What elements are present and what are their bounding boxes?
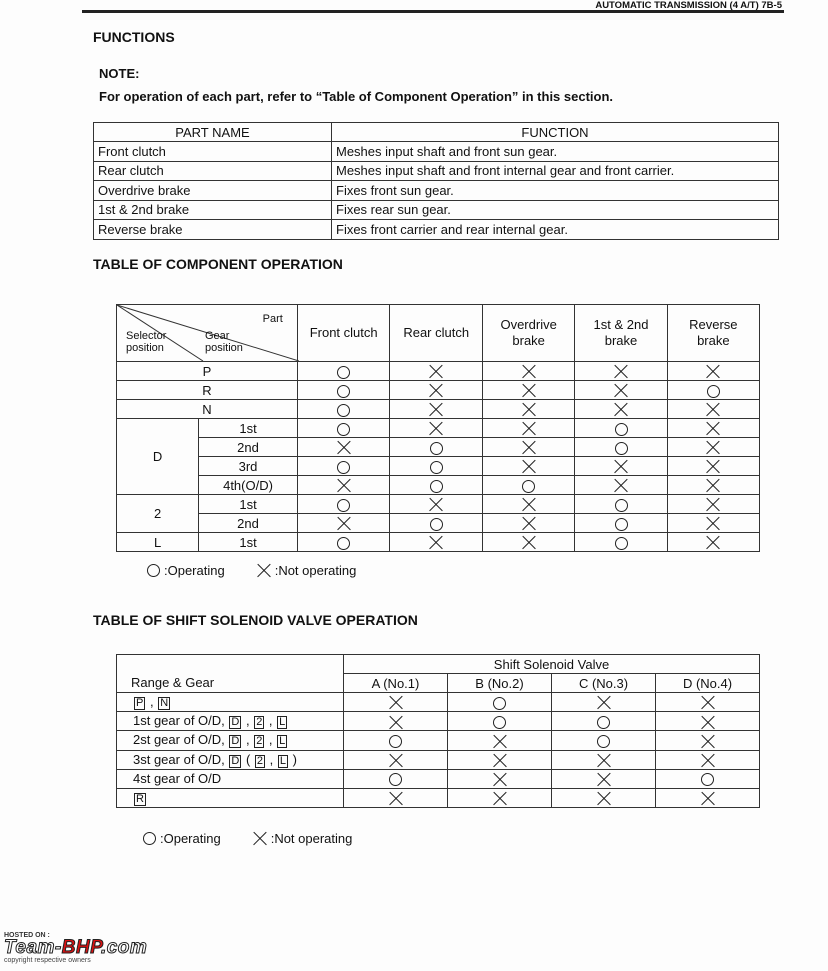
range-key: P xyxy=(136,697,144,710)
part-name-cell: Reverse brake xyxy=(94,220,332,240)
operating-circle-icon xyxy=(143,832,156,845)
state-cell xyxy=(667,400,759,419)
not-operating-x-icon xyxy=(522,384,536,398)
component-col-header: Front clutch xyxy=(297,305,390,362)
state-cell xyxy=(448,731,552,750)
range-key: N xyxy=(160,697,169,710)
range-key: 2 xyxy=(256,716,263,729)
table-row xyxy=(94,220,779,240)
state-cell xyxy=(656,769,760,788)
state-cell xyxy=(297,476,390,495)
not-operating-x-icon xyxy=(522,460,536,474)
not-operating-x-icon xyxy=(429,384,443,398)
not-operating-x-icon xyxy=(597,792,611,806)
range-key: D xyxy=(231,735,240,748)
col-part-name: PART NAME xyxy=(94,123,332,142)
table-row xyxy=(94,181,779,201)
not-operating-x-icon xyxy=(389,696,403,710)
not-operating-x-icon xyxy=(706,441,720,455)
state-cell xyxy=(656,788,760,807)
not-operating-x-icon xyxy=(614,384,628,398)
solenoid-col-header: D (No.4) xyxy=(656,674,760,693)
not-operating-x-icon xyxy=(257,564,271,578)
range-key: L xyxy=(279,716,286,729)
operating-circle-icon xyxy=(615,423,628,436)
function-cell: Fixes front sun gear. xyxy=(332,181,779,201)
range-text: 2st gear of O/D, xyxy=(133,732,225,748)
not-operating-x-icon xyxy=(614,403,628,417)
state-cell xyxy=(667,533,759,552)
range-gear-header: Range & Gear xyxy=(117,655,344,693)
operating-circle-icon xyxy=(337,499,350,512)
operating-circle-icon xyxy=(615,499,628,512)
function-cell: Fixes front carrier and rear internal gear. xyxy=(332,220,779,240)
state-cell xyxy=(552,788,656,807)
state-cell xyxy=(667,381,759,400)
state-cell xyxy=(575,438,667,457)
operating-circle-icon xyxy=(493,697,506,710)
state-cell xyxy=(667,495,759,514)
table-row xyxy=(117,381,760,400)
table-row xyxy=(94,161,779,181)
state-cell xyxy=(482,419,574,438)
range-key: L xyxy=(279,754,286,767)
selector-cell: R xyxy=(117,381,298,400)
operating-circle-icon xyxy=(337,404,350,417)
part-name-cell: Overdrive brake xyxy=(94,181,332,201)
table-row xyxy=(117,693,760,712)
not-operating-x-icon xyxy=(522,403,536,417)
col-function: FUNCTION xyxy=(332,123,779,142)
corner-selector-label: Selector position xyxy=(126,330,167,354)
solenoid-col-header: A (No.1) xyxy=(344,674,448,693)
solenoid-table xyxy=(116,654,760,808)
range-key: L xyxy=(279,735,286,748)
state-cell xyxy=(575,533,667,552)
operating-circle-icon xyxy=(522,480,535,493)
state-cell xyxy=(344,693,448,712)
operating-circle-icon xyxy=(389,773,402,786)
not-operating-x-icon xyxy=(429,422,443,436)
legend-operating: :Operating xyxy=(160,831,221,846)
state-cell xyxy=(344,769,448,788)
range-key: D xyxy=(231,754,240,767)
table-row xyxy=(117,457,760,476)
watermark-hosted: HOSTED ON : xyxy=(4,932,50,939)
not-operating-x-icon xyxy=(493,734,507,748)
gear-cell: 2nd xyxy=(199,438,298,457)
component-col-header: Rear clutch xyxy=(390,305,483,362)
state-cell xyxy=(297,514,390,533)
range-text: 3st gear of O/D, xyxy=(133,751,225,767)
table-row xyxy=(117,788,760,807)
gear-cell: 4th(O/D) xyxy=(199,476,298,495)
operating-circle-icon xyxy=(430,518,443,531)
state-cell xyxy=(390,400,483,419)
gear-cell: 2nd xyxy=(199,514,298,533)
not-operating-x-icon xyxy=(493,792,507,806)
operating-circle-icon xyxy=(337,366,350,379)
state-cell xyxy=(390,457,483,476)
solenoid-col-header: B (No.2) xyxy=(448,674,552,693)
state-cell xyxy=(482,381,574,400)
table-row xyxy=(117,769,760,788)
gear-cell: 1st xyxy=(199,533,298,552)
table-row xyxy=(117,731,760,750)
state-cell xyxy=(575,362,667,381)
state-cell xyxy=(390,495,483,514)
state-cell xyxy=(297,362,390,381)
legend-operating: :Operating xyxy=(164,563,225,578)
operating-circle-icon xyxy=(615,537,628,550)
state-cell xyxy=(552,731,656,750)
functions-table xyxy=(93,122,779,240)
range-text: 4st gear of O/D xyxy=(133,771,222,787)
watermark xyxy=(4,932,147,964)
state-cell xyxy=(667,514,759,533)
legend-not-operating: :Not operating xyxy=(270,831,353,846)
state-cell xyxy=(344,788,448,807)
state-cell xyxy=(390,381,483,400)
state-cell xyxy=(667,476,759,495)
range-key: R xyxy=(136,793,144,806)
state-cell xyxy=(575,457,667,476)
table-row xyxy=(117,514,760,533)
state-cell xyxy=(448,693,552,712)
range-text: 1st gear of O/D, xyxy=(133,713,225,729)
solenoid-legend xyxy=(143,831,352,846)
not-operating-x-icon xyxy=(522,498,536,512)
state-cell xyxy=(575,495,667,514)
not-operating-x-icon xyxy=(429,403,443,417)
not-operating-x-icon xyxy=(337,479,351,493)
range-key: 2 xyxy=(256,754,264,767)
state-cell xyxy=(656,731,760,750)
state-cell xyxy=(656,693,760,712)
table-row xyxy=(117,476,760,495)
state-cell xyxy=(344,750,448,769)
state-cell xyxy=(656,750,760,769)
operating-circle-icon xyxy=(337,537,350,550)
state-cell xyxy=(482,400,574,419)
state-cell xyxy=(667,419,759,438)
state-cell xyxy=(297,533,390,552)
part-name-cell: 1st & 2nd brake xyxy=(94,200,332,220)
operating-circle-icon xyxy=(430,461,443,474)
operating-circle-icon xyxy=(389,735,402,748)
solenoid-group-header: Shift Solenoid Valve xyxy=(344,655,760,674)
state-cell xyxy=(297,438,390,457)
functions-heading: FUNCTIONS xyxy=(93,29,175,45)
state-cell xyxy=(448,712,552,731)
range-key: 2 xyxy=(256,735,263,748)
state-cell xyxy=(552,693,656,712)
not-operating-x-icon xyxy=(597,696,611,710)
not-operating-x-icon xyxy=(614,479,628,493)
table-row xyxy=(117,362,760,381)
state-cell xyxy=(482,514,574,533)
component-table xyxy=(116,304,760,552)
corner-part-label: Part xyxy=(262,313,283,325)
state-cell xyxy=(552,750,656,769)
operating-circle-icon xyxy=(701,773,714,786)
function-cell: Meshes input shaft and front internal gear and front carrier. xyxy=(332,161,779,181)
state-cell xyxy=(667,438,759,457)
state-cell xyxy=(552,712,656,731)
function-cell: Fixes rear sun gear. xyxy=(332,200,779,220)
not-operating-x-icon xyxy=(597,773,611,787)
operating-circle-icon xyxy=(493,716,506,729)
not-operating-x-icon xyxy=(253,832,267,846)
not-operating-x-icon xyxy=(614,460,628,474)
gear-cell: 3rd xyxy=(199,457,298,476)
state-cell xyxy=(482,457,574,476)
solenoid-col-header: C (No.3) xyxy=(552,674,656,693)
table-row xyxy=(117,712,760,731)
legend-not-operating: :Not operating xyxy=(274,563,357,578)
not-operating-x-icon xyxy=(701,792,715,806)
operating-circle-icon xyxy=(707,385,720,398)
range-gear-cell: P , N xyxy=(117,693,344,712)
operating-circle-icon xyxy=(147,564,160,577)
state-cell xyxy=(344,712,448,731)
selector-cell: N xyxy=(117,400,298,419)
range-gear-cell xyxy=(117,769,344,788)
state-cell xyxy=(482,438,574,457)
not-operating-x-icon xyxy=(522,441,536,455)
operating-circle-icon xyxy=(337,423,350,436)
table-row xyxy=(94,142,779,162)
state-cell xyxy=(552,769,656,788)
selector-cell: L xyxy=(117,533,199,552)
table-row xyxy=(94,200,779,220)
state-cell xyxy=(390,533,483,552)
note-text: For operation of each part, refer to “Table of Component Operation” in this section. xyxy=(99,89,614,104)
state-cell xyxy=(390,362,483,381)
gear-cell: 1st xyxy=(199,495,298,514)
state-cell xyxy=(575,400,667,419)
component-heading: TABLE OF COMPONENT OPERATION xyxy=(93,256,343,272)
not-operating-x-icon xyxy=(706,536,720,550)
state-cell xyxy=(297,495,390,514)
page-header: AUTOMATIC TRANSMISSION (4 A/T) 7B-5 xyxy=(595,0,782,11)
range-gear-cell: 1st gear of O/D, D , 2 , L xyxy=(117,712,344,731)
not-operating-x-icon xyxy=(706,517,720,531)
component-col-header: 1st & 2nd brake xyxy=(575,305,667,362)
table-row xyxy=(117,438,760,457)
state-cell xyxy=(390,514,483,533)
operating-circle-icon xyxy=(615,442,628,455)
operating-circle-icon xyxy=(337,461,350,474)
operating-circle-icon xyxy=(597,735,610,748)
not-operating-x-icon xyxy=(597,753,611,767)
range-gear-cell: 2st gear of O/D, D , 2 , L xyxy=(117,731,344,750)
state-cell xyxy=(575,381,667,400)
function-cell: Meshes input shaft and front sun gear. xyxy=(332,142,779,162)
not-operating-x-icon xyxy=(706,460,720,474)
not-operating-x-icon xyxy=(522,536,536,550)
state-cell xyxy=(297,457,390,476)
not-operating-x-icon xyxy=(522,517,536,531)
state-cell xyxy=(482,533,574,552)
not-operating-x-icon xyxy=(429,536,443,550)
state-cell xyxy=(344,731,448,750)
state-cell xyxy=(575,419,667,438)
not-operating-x-icon xyxy=(706,365,720,379)
range-gear-cell: 3st gear of O/D, D ( 2 , L ) xyxy=(117,750,344,769)
state-cell xyxy=(448,750,552,769)
not-operating-x-icon xyxy=(389,753,403,767)
part-name-cell: Front clutch xyxy=(94,142,332,162)
not-operating-x-icon xyxy=(706,479,720,493)
operating-circle-icon xyxy=(430,480,443,493)
selector-cell: D xyxy=(117,419,199,495)
not-operating-x-icon xyxy=(522,422,536,436)
not-operating-x-icon xyxy=(522,365,536,379)
note-label: NOTE: xyxy=(99,66,140,81)
component-legend xyxy=(147,563,356,578)
state-cell xyxy=(390,419,483,438)
state-cell xyxy=(482,476,574,495)
state-cell xyxy=(575,476,667,495)
table-row xyxy=(117,400,760,419)
solenoid-heading: TABLE OF SHIFT SOLENOID VALVE OPERATION xyxy=(93,612,418,628)
state-cell xyxy=(575,514,667,533)
not-operating-x-icon xyxy=(389,792,403,806)
operating-circle-icon xyxy=(597,716,610,729)
watermark-logo: Team-BHP.com xyxy=(4,937,148,958)
state-cell xyxy=(390,476,483,495)
range-gear-cell xyxy=(117,788,344,807)
corner-cell xyxy=(117,305,298,362)
state-cell xyxy=(297,400,390,419)
part-name-cell: Rear clutch xyxy=(94,161,332,181)
not-operating-x-icon xyxy=(429,498,443,512)
not-operating-x-icon xyxy=(701,753,715,767)
component-col-header: Reverse brake xyxy=(667,305,759,362)
state-cell xyxy=(390,438,483,457)
not-operating-x-icon xyxy=(706,403,720,417)
table-row xyxy=(117,533,760,552)
gear-cell: 1st xyxy=(199,419,298,438)
state-cell xyxy=(667,362,759,381)
state-cell xyxy=(297,381,390,400)
selector-cell: P xyxy=(117,362,298,381)
not-operating-x-icon xyxy=(706,422,720,436)
not-operating-x-icon xyxy=(493,753,507,767)
state-cell xyxy=(656,712,760,731)
corner-gear-label: Gear position xyxy=(205,330,243,354)
range-key: D xyxy=(231,716,240,729)
operating-circle-icon xyxy=(337,385,350,398)
operating-circle-icon xyxy=(615,518,628,531)
not-operating-x-icon xyxy=(701,715,715,729)
state-cell xyxy=(448,788,552,807)
not-operating-x-icon xyxy=(337,517,351,531)
not-operating-x-icon xyxy=(701,696,715,710)
state-cell xyxy=(482,495,574,514)
table-row xyxy=(117,750,760,769)
table-row xyxy=(117,419,760,438)
not-operating-x-icon xyxy=(337,441,351,455)
not-operating-x-icon xyxy=(429,365,443,379)
not-operating-x-icon xyxy=(701,734,715,748)
component-col-header: Overdrive brake xyxy=(482,305,574,362)
not-operating-x-icon xyxy=(706,498,720,512)
not-operating-x-icon xyxy=(389,715,403,729)
state-cell xyxy=(667,457,759,476)
state-cell xyxy=(482,362,574,381)
not-operating-x-icon xyxy=(614,365,628,379)
table-row xyxy=(117,495,760,514)
not-operating-x-icon xyxy=(493,773,507,787)
watermark-copyright: copyright respective owners xyxy=(4,957,91,964)
state-cell xyxy=(297,419,390,438)
selector-cell: 2 xyxy=(117,495,199,533)
state-cell xyxy=(448,769,552,788)
operating-circle-icon xyxy=(430,442,443,455)
